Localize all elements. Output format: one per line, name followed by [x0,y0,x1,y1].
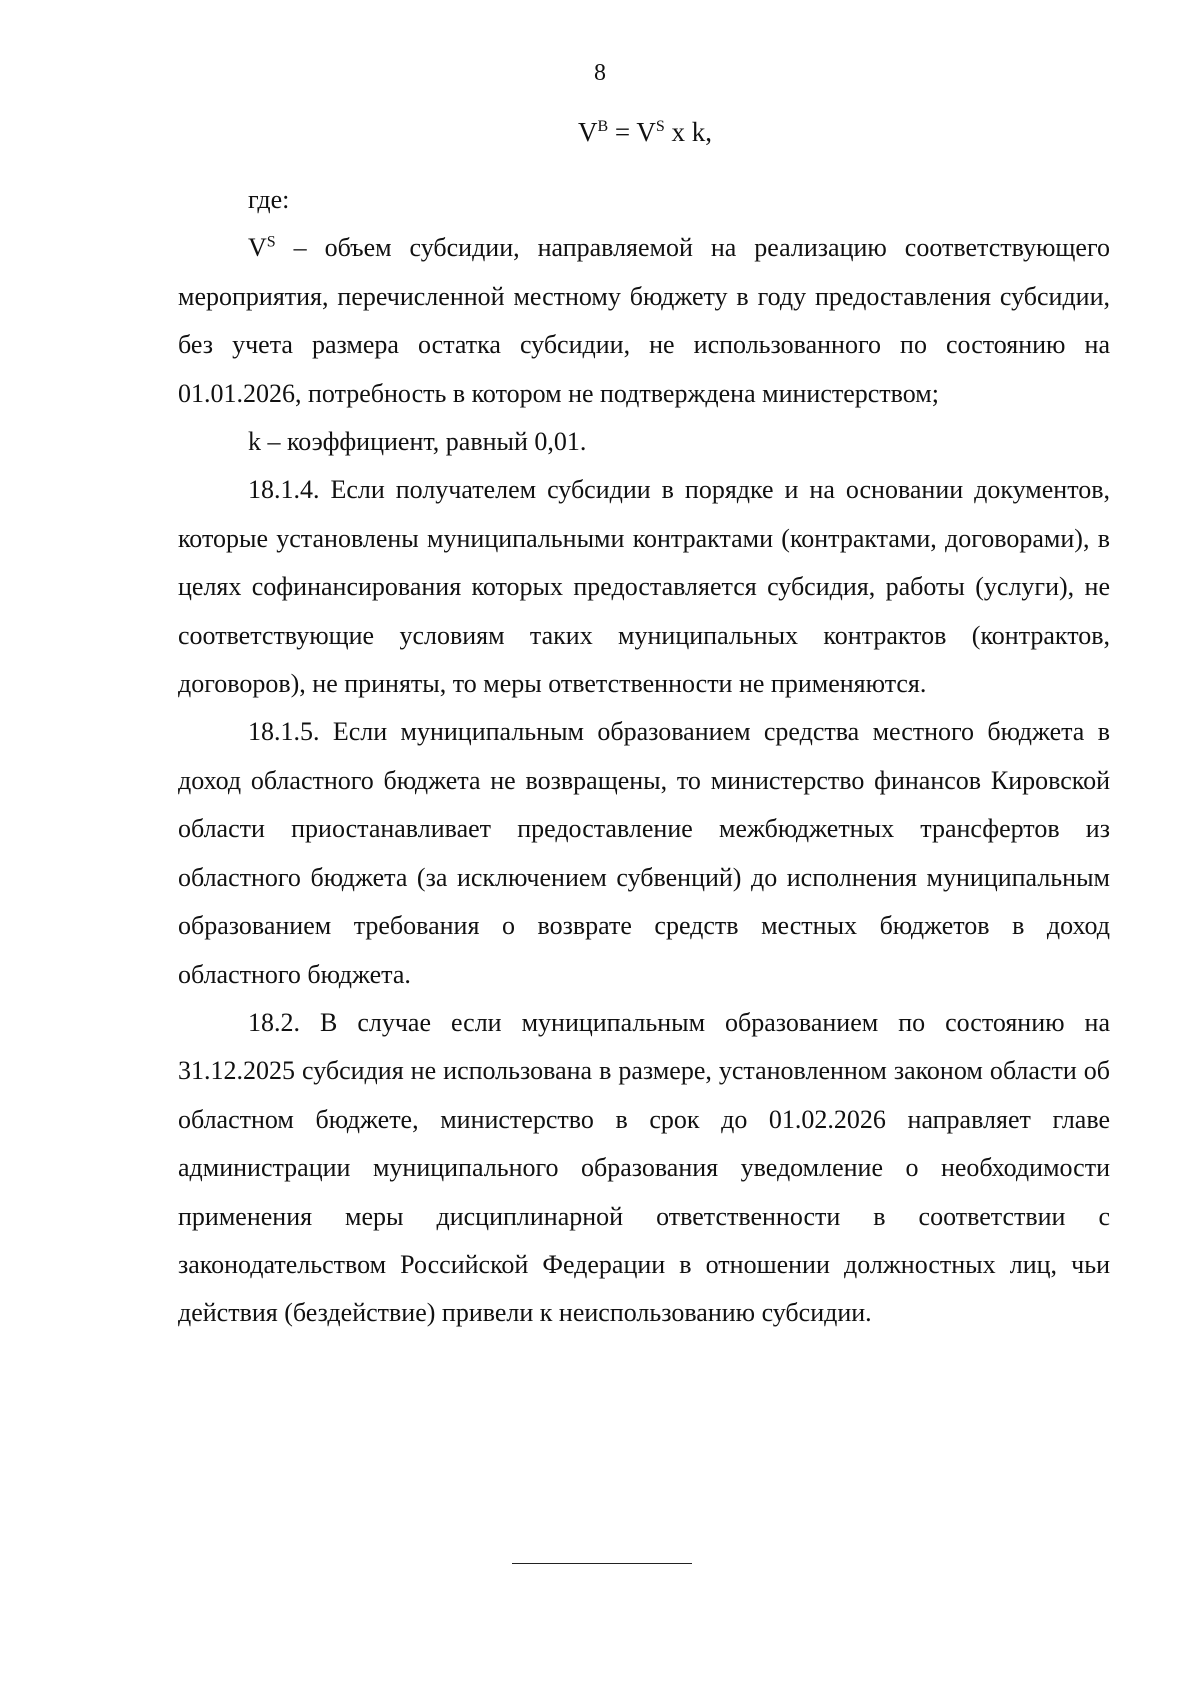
definition-vs-symbol: V [248,233,267,263]
definition-k: k – коэффициент, равный 0,01. [248,427,587,457]
definition-vs-superscript: S [266,233,276,251]
formula-lhs-superscript: B [597,118,609,135]
formula-rhs-rest: x k, [664,117,713,147]
document-body [178,176,1110,1338]
page-number: 8 [594,60,606,86]
formula-rhs-base: V [636,117,656,147]
definition-vs [178,224,1110,418]
end-of-document-rule [512,1563,692,1564]
definition-vs-text: – объем субсидии, направляемой на реализацию соответствующего мероприятия, перечисленной местному бюджету в году предоставления субсидии, без учета размера остатка субсидии, не использованного по состоянию на 01.01.2026, потребность в котором не подтверждена министерством; [178,233,1110,408]
formula-equals: = [608,117,637,147]
paragraph-18-1-4: 18.1.4. Если получателем субсидии в порядке и на основании документов, которые установлены муниципальными контрактами (контрактами, договорами), в целях софинансирования которых предоставляется субсидия, работы (услуги), не соответствующие условиям таких муниципальных контрактов (контрактов, договоров), не приняты, то меры ответственности не применяются. [178,475,1110,699]
formula-lhs-base: V [577,117,598,147]
where-label: где: [248,185,290,214]
formula [0,115,1200,149]
paragraph-18-2: 18.2. В случае если муниципальным образованием по состоянию на 31.12.2025 субсидия не использована в размере, установленном законом области об областном бюджете, министерство в срок до 01.02.2026 направляет главе администрации муниципального образования уведомление о необходимости применения меры дисциплинарной ответственности в соответствии с законодательством Российской Федерации в отношении должностных лиц, чьи действия (бездействие) привели к неиспользованию субсидии. [178,1007,1110,1328]
formula-rhs-superscript: S [655,118,665,135]
paragraph-18-1-5: 18.1.5. Если муниципальным образованием средства местного бюджета в доход областного бюджета не возвращены, то министерство финансов Кировской области приостанавливает предоставление межбюджетных трансфертов из областного бюджета (за исключением субвенций) до исполнения муниципальным образованием требования о возврате средств местных бюджетов в доход областного бюджета. [178,717,1110,989]
